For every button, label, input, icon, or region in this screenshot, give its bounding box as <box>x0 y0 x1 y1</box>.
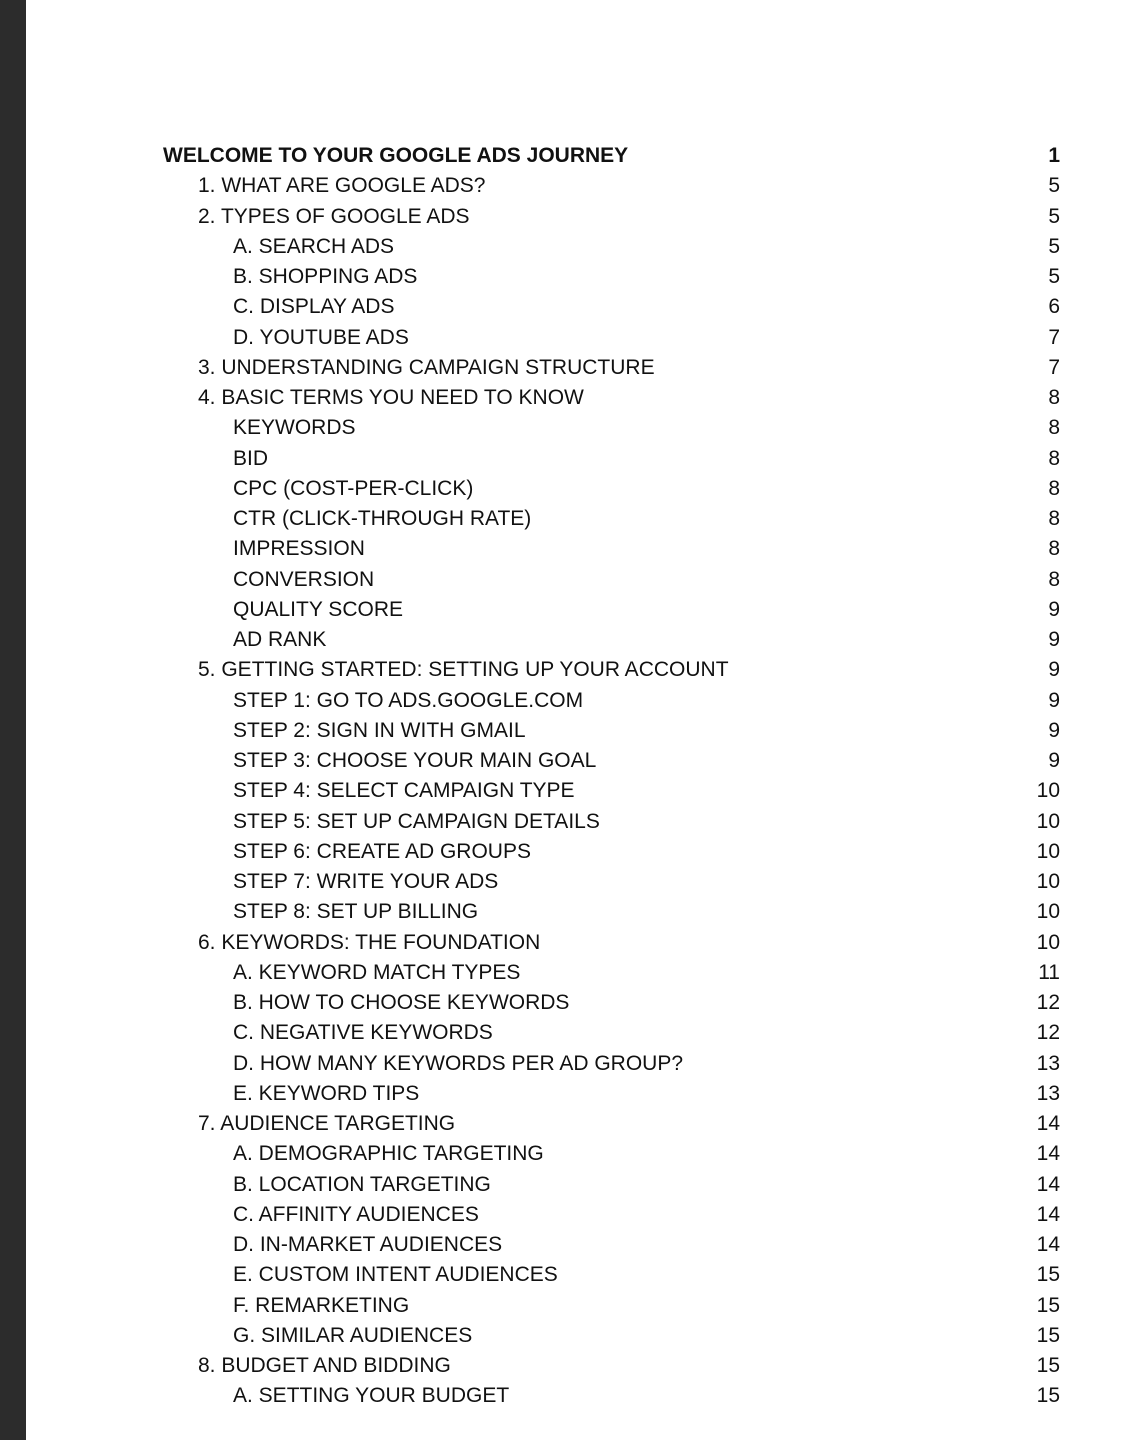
toc-entry-page-number: 8 <box>1048 567 1060 591</box>
toc-entry[interactable] <box>163 837 1060 867</box>
toc-entry-page-number: 5 <box>1048 234 1060 258</box>
toc-entry-page-number: 15 <box>1036 1293 1060 1317</box>
toc-entry-title: 3. UNDERSTANDING CAMPAIGN STRUCTURE <box>198 355 655 379</box>
toc-entry-page-number: 6 <box>1048 295 1060 319</box>
toc-entry-title: G. SIMILAR AUDIENCES <box>233 1323 473 1347</box>
toc-entry[interactable] <box>163 776 1060 806</box>
toc-entry-title: F. REMARKETING <box>233 1293 410 1317</box>
toc-entry[interactable] <box>163 171 1060 201</box>
toc-entry[interactable] <box>163 141 1060 171</box>
toc-entry-title: WELCOME TO YOUR GOOGLE ADS JOURNEY <box>163 144 629 167</box>
toc-entry-title: BID <box>233 446 269 470</box>
toc-entry-page-number: 10 <box>1036 930 1060 954</box>
toc-entry-title: 4. BASIC TERMS YOU NEED TO KNOW <box>198 386 584 409</box>
toc-entry-title: D. IN-MARKET AUDIENCES <box>233 1233 503 1256</box>
toc-entry-page-number: 12 <box>1036 991 1060 1014</box>
toc-entry-title: D. YOUTUBE ADS <box>233 325 409 349</box>
toc-entry-page-number: 9 <box>1048 597 1060 621</box>
toc-entry-page-number: 11 <box>1038 960 1060 984</box>
toc-entry-page-number: 15 <box>1036 1384 1060 1408</box>
toc-entry-title: E. CUSTOM INTENT AUDIENCES <box>233 1263 558 1287</box>
toc-entry-title: CONVERSION <box>233 567 375 591</box>
toc-entry-title: B. HOW TO CHOOSE KEYWORDS <box>233 991 570 1014</box>
toc-entry[interactable] <box>163 686 1060 716</box>
toc-entry[interactable] <box>163 1109 1060 1139</box>
toc-entry[interactable] <box>163 323 1060 353</box>
toc-entry-title: C. AFFINITY AUDIENCES <box>233 1202 479 1226</box>
toc-entry[interactable] <box>163 565 1060 595</box>
toc-entry[interactable] <box>163 928 1060 958</box>
toc-entry-page-number: 14 <box>1036 1112 1060 1135</box>
toc-entry-title: CTR (CLICK-THROUGH RATE) <box>233 507 532 530</box>
toc-entry-title: 7. AUDIENCE TARGETING <box>198 1112 456 1135</box>
toc-entry-title: E. KEYWORD TIPS <box>233 1081 420 1105</box>
toc-entry[interactable] <box>163 807 1060 837</box>
toc-entry[interactable] <box>163 1139 1060 1169</box>
toc-entry[interactable] <box>163 504 1060 534</box>
toc-entry[interactable] <box>163 534 1060 564</box>
toc-entry-page-number: 14 <box>1036 1202 1060 1226</box>
toc-entry-page-number: 15 <box>1036 1354 1060 1377</box>
toc-entry-page-number: 15 <box>1036 1263 1060 1287</box>
toc-entry[interactable] <box>163 897 1060 927</box>
toc-entry-title: STEP 2: SIGN IN WITH GMAIL <box>233 718 526 742</box>
toc-entry[interactable] <box>163 1018 1060 1048</box>
toc-entry[interactable] <box>163 383 1060 413</box>
toc-entry[interactable] <box>163 867 1060 897</box>
toc-entry-title: STEP 5: SET UP CAMPAIGN DETAILS <box>233 809 600 833</box>
toc-entry-page-number: 8 <box>1048 416 1060 440</box>
toc-entry[interactable] <box>163 595 1060 625</box>
toc-entry-title: C. NEGATIVE KEYWORDS <box>233 1021 493 1045</box>
toc-entry-page-number: 7 <box>1048 325 1060 349</box>
toc-entry-page-number: 9 <box>1048 688 1060 712</box>
toc-entry-page-number: 9 <box>1048 749 1060 772</box>
toc-entry-title: B. LOCATION TARGETING <box>233 1172 491 1196</box>
toc-entry-page-number: 1 <box>1048 144 1060 167</box>
toc-entry[interactable] <box>163 474 1060 504</box>
table-of-contents <box>163 141 1060 1412</box>
toc-entry-page-number: 9 <box>1048 628 1060 651</box>
toc-entry[interactable] <box>163 232 1060 262</box>
toc-entry-title: A. SEARCH ADS <box>233 234 395 258</box>
toc-entry-title: C. DISPLAY ADS <box>233 295 395 319</box>
toc-entry-title: 8. BUDGET AND BIDDING <box>198 1354 451 1377</box>
toc-entry-page-number: 5 <box>1048 204 1060 228</box>
toc-entry-page-number: 5 <box>1048 265 1060 288</box>
toc-entry-page-number: 10 <box>1036 839 1060 863</box>
toc-entry[interactable] <box>163 353 1060 383</box>
document-page <box>26 0 1131 1440</box>
viewer-left-edge <box>0 0 26 1440</box>
toc-entry[interactable] <box>163 444 1060 474</box>
toc-entry-page-number: 8 <box>1048 507 1060 530</box>
toc-entry-page-number: 10 <box>1036 870 1060 893</box>
toc-entry-page-number: 8 <box>1048 386 1060 409</box>
toc-entry[interactable] <box>163 262 1060 292</box>
toc-entry-page-number: 14 <box>1036 1233 1060 1256</box>
toc-entry-page-number: 5 <box>1048 174 1060 198</box>
toc-entry[interactable] <box>163 988 1060 1018</box>
toc-entry-title: IMPRESSION <box>233 537 365 561</box>
toc-entry-title: A. KEYWORD MATCH TYPES <box>233 960 521 984</box>
toc-entry-page-number: 10 <box>1036 900 1060 924</box>
toc-entry-page-number: 13 <box>1036 1081 1060 1105</box>
toc-entry-page-number: 9 <box>1048 718 1060 742</box>
toc-entry-page-number: 7 <box>1048 355 1060 379</box>
toc-entry[interactable] <box>163 1381 1060 1411</box>
toc-entry-title: A. SETTING YOUR BUDGET <box>233 1384 510 1408</box>
toc-entry-title: STEP 8: SET UP BILLING <box>233 900 479 924</box>
toc-entry-title: KEYWORDS <box>233 416 356 440</box>
toc-entry-title: 6. KEYWORDS: THE FOUNDATION <box>198 930 541 954</box>
toc-entry-page-number: 15 <box>1036 1323 1060 1347</box>
toc-entry[interactable] <box>163 1049 1060 1079</box>
toc-entry-page-number: 14 <box>1036 1142 1060 1166</box>
toc-entry[interactable] <box>163 1260 1060 1290</box>
toc-entry-title: 1. WHAT ARE GOOGLE ADS? <box>198 174 486 198</box>
toc-entry[interactable] <box>163 958 1060 988</box>
toc-entry-title: 5. GETTING STARTED: SETTING UP YOUR ACCOUNT <box>198 658 729 682</box>
toc-entry[interactable] <box>163 1230 1060 1260</box>
toc-entry[interactable] <box>163 1170 1060 1200</box>
toc-entry[interactable] <box>163 625 1060 655</box>
toc-entry-title: STEP 7: WRITE YOUR ADS <box>233 870 499 893</box>
toc-entry[interactable] <box>163 292 1060 322</box>
toc-entry[interactable] <box>163 1321 1060 1351</box>
toc-entry-title: B. SHOPPING ADS <box>233 265 418 288</box>
toc-entry[interactable] <box>163 746 1060 776</box>
toc-entry[interactable] <box>163 716 1060 746</box>
toc-entry-title: AD RANK <box>233 628 327 651</box>
toc-entry-page-number: 8 <box>1048 476 1060 500</box>
toc-entry-title: STEP 3: CHOOSE YOUR MAIN GOAL <box>233 749 597 772</box>
toc-entry-title: A. DEMOGRAPHIC TARGETING <box>233 1142 544 1166</box>
toc-entry-page-number: 14 <box>1036 1172 1060 1196</box>
toc-entry-title: CPC (COST-PER-CLICK) <box>233 476 474 500</box>
toc-entry[interactable] <box>163 1200 1060 1230</box>
toc-entry-page-number: 9 <box>1048 658 1060 682</box>
toc-entry-title: QUALITY SCORE <box>233 597 403 621</box>
toc-entry-page-number: 8 <box>1048 537 1060 561</box>
toc-entry-title: 2. TYPES OF GOOGLE ADS <box>198 204 470 228</box>
toc-entry-title: STEP 6: CREATE AD GROUPS <box>233 839 531 863</box>
toc-entry-page-number: 8 <box>1048 446 1060 470</box>
toc-entry[interactable] <box>163 655 1060 685</box>
toc-entry[interactable] <box>163 413 1060 443</box>
toc-entry[interactable] <box>163 202 1060 232</box>
toc-entry[interactable] <box>163 1079 1060 1109</box>
toc-entry-page-number: 13 <box>1036 1051 1060 1075</box>
toc-entry[interactable] <box>163 1291 1060 1321</box>
toc-entry-page-number: 10 <box>1036 779 1060 803</box>
toc-entry-title: STEP 1: GO TO ADS.GOOGLE.COM <box>233 688 584 712</box>
toc-entry-page-number: 12 <box>1036 1021 1060 1045</box>
toc-entry[interactable] <box>163 1351 1060 1381</box>
toc-entry-title: STEP 4: SELECT CAMPAIGN TYPE <box>233 779 575 803</box>
toc-entry-page-number: 10 <box>1036 809 1060 833</box>
toc-entry-title: D. HOW MANY KEYWORDS PER AD GROUP? <box>233 1051 684 1075</box>
